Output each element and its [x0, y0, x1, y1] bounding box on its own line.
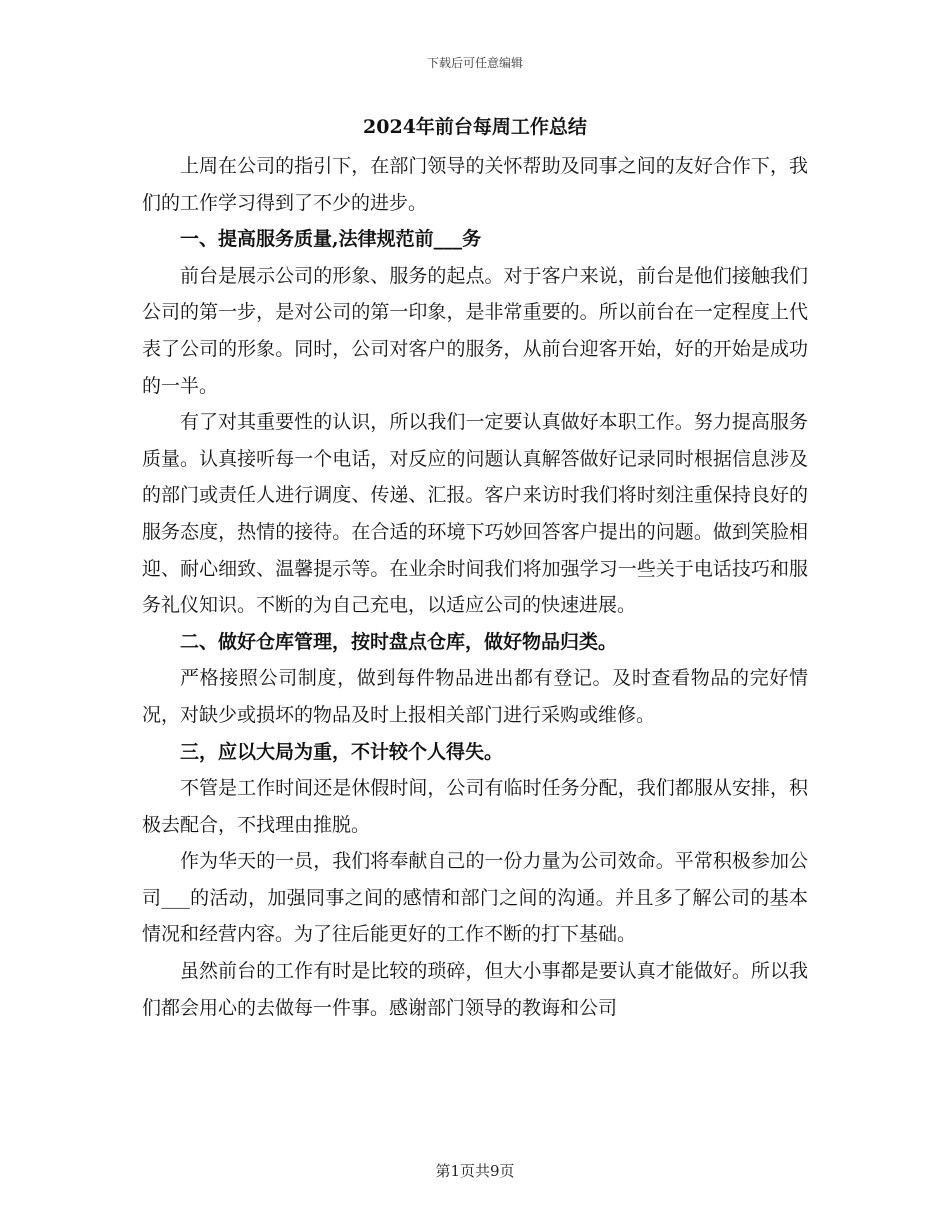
section-heading-2: 二、做好仓库管理，按时盘点仓库，做好物品归类。 [180, 630, 618, 653]
document-title: 2024年前台每周工作总结 [363, 116, 587, 138]
page-header: 下载后可任意编辑 [426, 56, 523, 70]
paragraph-warehouse: 严格接照公司制度，做到每件物品进出都有登记。及时查看物品的完好情况，对缺少或损坏的物品及时上报相关部门进行采购或维修。 [142, 667, 808, 726]
page-footer: 第1页共9页 [435, 1162, 515, 1180]
paragraph-front-desk-role: 前台是展示公司的形象、服务的起点。对于客户来说，前台是他们接触我们公司的第一步，是对公司的第一印象，是非常重要的。所以前台在一定程度上代表了公司的形象。同时，公司对客户的服务，从前台迎客开始，好的开始是成功的一半。 [142, 264, 808, 397]
paragraph-service-quality: 有了对其重要性的认识，所以我们一定要认真做好本职工作。努力提高服务质量。认真接听每一个电话，对反应的问题认真解答做好记录同时根据信息涉及的部门或责任人进行调度、传递、汇报。客户来访时我们将时刻注重保持良好的服务态度，热情的接待。在合适的环境下巧妙回答客户提出的问题。做到笑脸相迎、耐心细致、温馨提示等。在业余时间我们将加强学习一些关于电话技巧和服务礼仪知识。不断的为自己充电，以适应公司的快速进展。 [142, 411, 808, 617]
document-body [142, 106, 808, 1026]
paragraph-intro: 上周在公司的指引下，在部门领导的关怀帮助及同事之间的友好合作下，我们的工作学习得到了不少的进步。 [142, 155, 808, 214]
section-heading-1: 一、提高服务质量,法律规范前___务 [180, 228, 482, 251]
paragraph-company-member: 作为华天的一员，我们将奉献自己的一份力量为公司效命。平常积极参加公司___的活动，加强同事之间的感情和部门之间的沟通。并且多了解公司的基本情况和经营内容。为了往后能更好的工作不断的打下基础。 [142, 850, 808, 946]
section-heading-3: 三，应以大局为重，不计较个人得失。 [180, 740, 504, 763]
paragraph-obey-arrangement: 不管是工作时间还是休假时间，公司有临时任务分配，我们都服从安排，积极去配合，不找理由推脱。 [142, 777, 808, 836]
paragraph-closing: 虽然前台的工作有时是比较的琐碎，但大小事都是要认真才能做好。所以我们都会用心的去做每一件事。感谢部门领导的教诲和公司 [142, 960, 808, 1019]
